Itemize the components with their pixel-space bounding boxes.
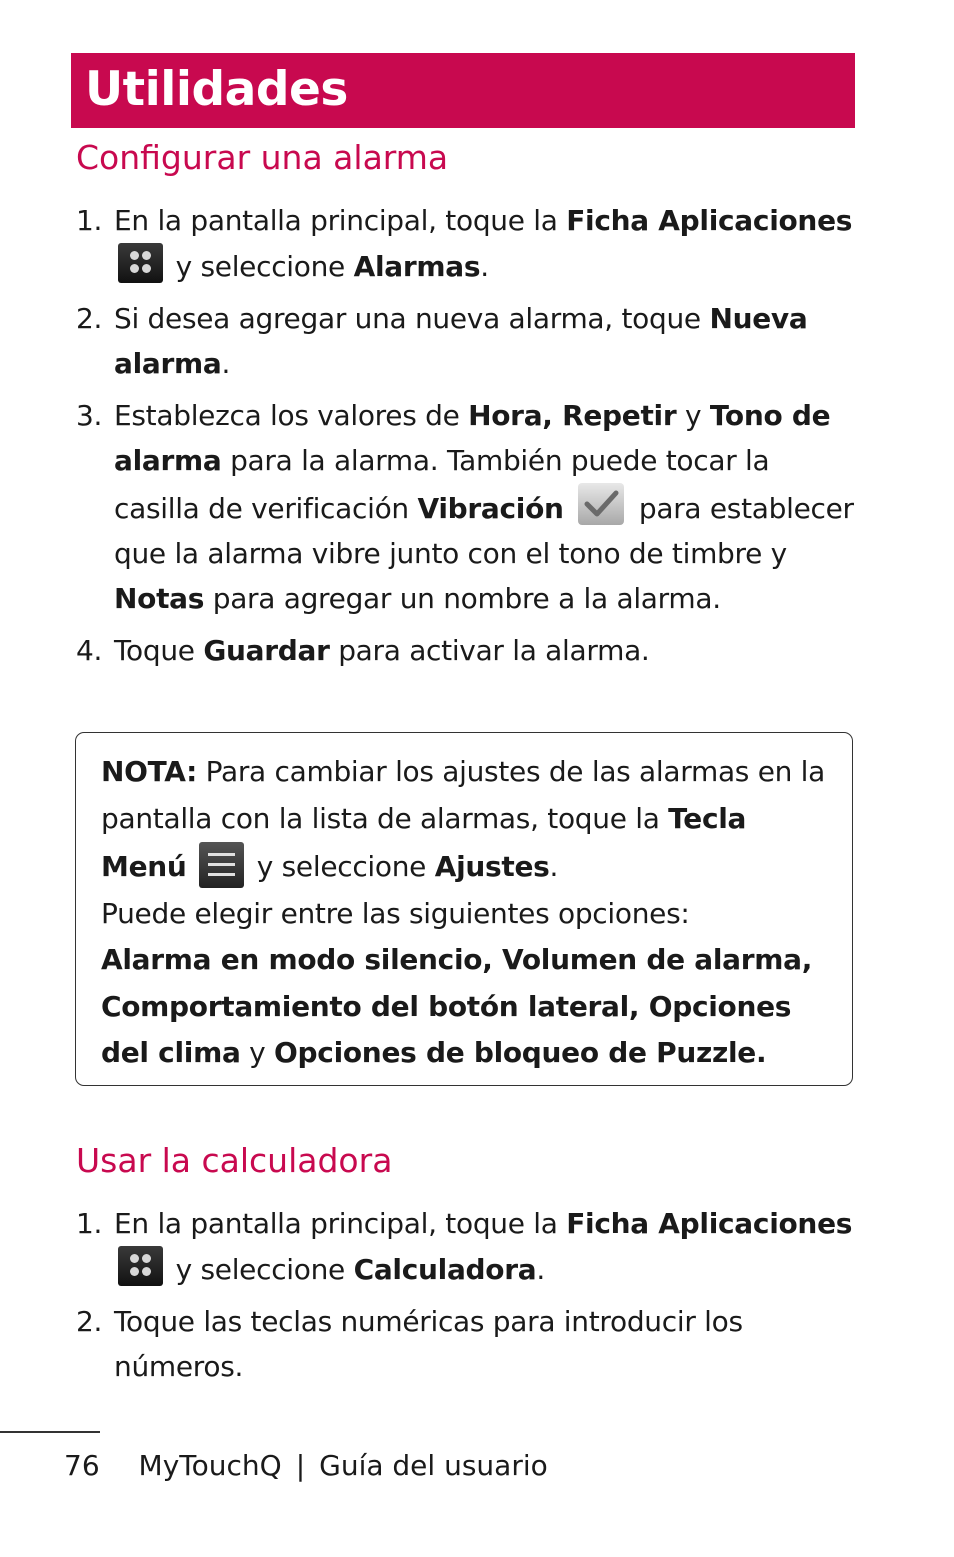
note-sentence: y seleccione: [256, 850, 435, 883]
section-heading-calculator: Usar la calculadora: [76, 1141, 393, 1180]
footer-separator: |: [295, 1449, 306, 1482]
step-text: y seleccione: [175, 1253, 354, 1286]
step-bold: Ficha Aplicaciones: [566, 1207, 853, 1240]
step-bold: Calculadora: [353, 1253, 537, 1286]
note-box: [75, 732, 853, 1086]
step-bold: Nueva alarma: [114, 302, 808, 380]
step-number: 3.: [76, 399, 103, 432]
apps-grid-icon: [118, 243, 163, 283]
step-text: y: [676, 399, 710, 432]
step-text: .: [221, 347, 231, 380]
calculator-step-2: [76, 1299, 856, 1389]
alarm-step-3: [76, 393, 856, 621]
step-bold: Vibración: [417, 492, 564, 525]
step-text: .: [480, 250, 489, 283]
note-text: [101, 749, 841, 1077]
step-bold: Hora, Repetir: [468, 399, 677, 432]
menu-key-icon: [199, 842, 244, 888]
note-sentence: Puede elegir entre las siguientes opciones:: [101, 896, 690, 930]
note-options: Alarma en modo silencio, Volumen de alarma, Comportamiento del botón lateral, Opciones del clima: [101, 943, 813, 1069]
footer-rule: [0, 1431, 100, 1433]
step-bold: Guardar: [203, 634, 330, 667]
page-footer: [64, 1444, 548, 1488]
note-sentence: Para cambiar los ajustes de las alarmas en la pantalla con la lista de alarmas, toque la: [101, 755, 826, 835]
step-text: Establezca los valores de: [114, 399, 469, 432]
step-text: Si desea agregar una nueva alarma, toque: [114, 302, 710, 335]
step-number: 1.: [76, 204, 103, 237]
step-text: .: [536, 1253, 545, 1286]
note-label: NOTA:: [101, 755, 198, 788]
note-bold: Tecla Menú: [101, 801, 747, 883]
step-text: En la pantalla principal, toque la: [114, 204, 567, 237]
step-number: 2.: [76, 302, 103, 335]
alarm-steps: [76, 198, 856, 680]
step-text: Toque las teclas numéricas para introducir los números.: [114, 1305, 743, 1383]
step-text: para la alarma. También puede tocar la casilla de verificación: [114, 444, 770, 525]
page-number: 76: [64, 1449, 100, 1482]
page-title: Utilidades: [85, 62, 348, 117]
alarm-step-2: [76, 296, 856, 386]
note-sentence: .: [549, 850, 559, 883]
guide-name: Guía del usuario: [319, 1449, 548, 1482]
apps-grid-icon: [118, 1246, 163, 1286]
step-text: para agregar un nombre a la alarma.: [204, 582, 721, 615]
step-text: En la pantalla principal, toque la: [114, 1207, 567, 1240]
step-number: 1.: [76, 1207, 103, 1240]
step-bold: Ficha Aplicaciones: [566, 204, 853, 237]
product-name: MyTouchQ: [138, 1449, 282, 1482]
calculator-steps: [76, 1201, 856, 1396]
step-bold: Notas: [114, 582, 205, 615]
title-banner: [71, 53, 855, 128]
step-bold: Tono de alarma: [114, 399, 831, 477]
checkbox-checked-icon: [578, 483, 624, 525]
step-text: para establecer que la alarma vibre junto con el tono de timbre y: [114, 492, 854, 570]
note-bold: Ajustes: [434, 850, 550, 883]
step-text: para activar la alarma.: [329, 634, 650, 667]
note-sentence: y: [240, 1036, 275, 1069]
step-text: Toque: [114, 634, 204, 667]
step-number: 4.: [76, 634, 103, 667]
alarm-step-4: [76, 628, 856, 673]
step-bold: Alarmas: [353, 250, 481, 283]
section-heading-alarm: Configurar una alarma: [76, 138, 449, 177]
note-options: Opciones de bloqueo de Puzzle.: [274, 1036, 767, 1069]
step-text: y seleccione: [175, 250, 354, 283]
alarm-step-1: [76, 198, 856, 289]
step-number: 2.: [76, 1305, 103, 1338]
calculator-step-1: [76, 1201, 856, 1292]
